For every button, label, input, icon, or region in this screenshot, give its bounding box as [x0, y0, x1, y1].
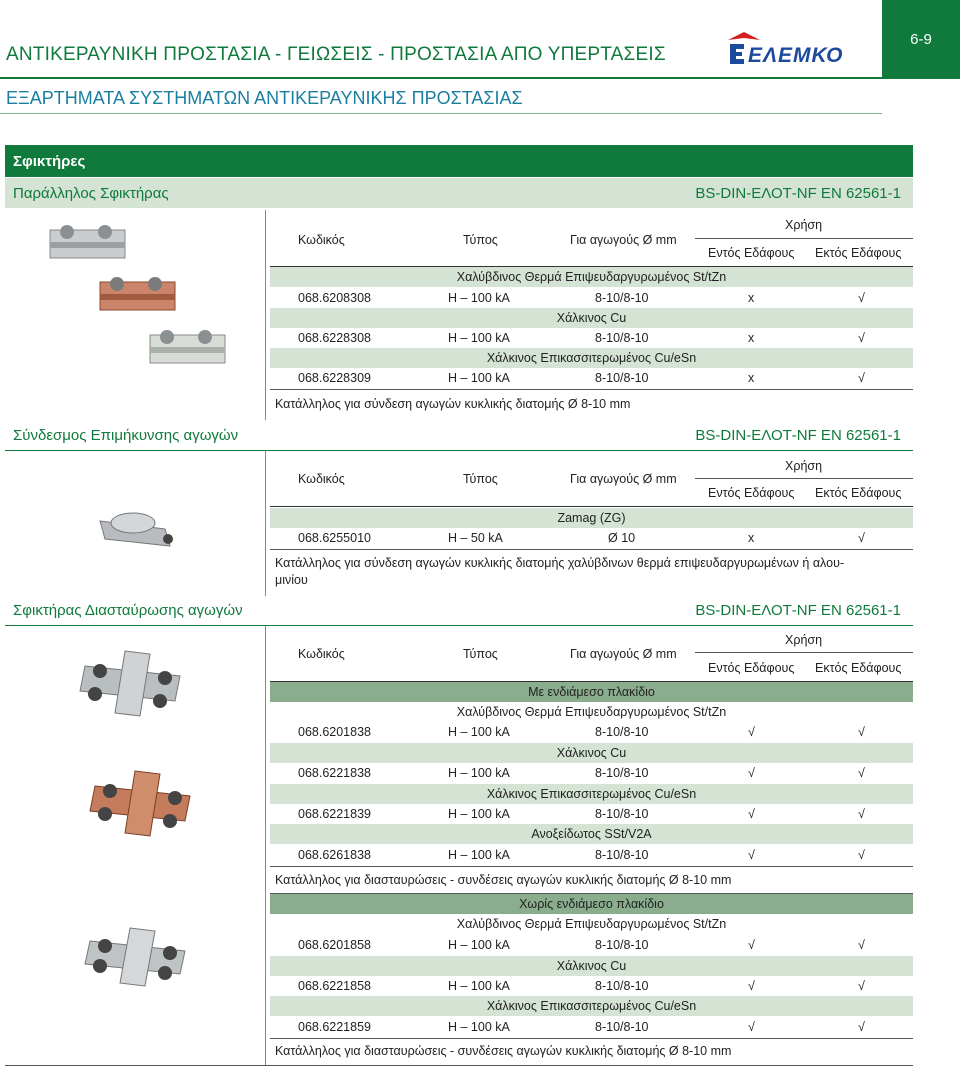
col-outdoor: Εκτός Εδάφους [815, 246, 902, 260]
table-row: 068.6201838 H – 100 kA 8-10/8-10 √ √ [298, 725, 865, 739]
section-header-cross-clamp [5, 602, 913, 619]
logo-text: ΕΛΕΜΚΟ [748, 44, 844, 67]
material-row: Χάλκινος Cu [270, 743, 913, 763]
section-standard: BS-DIN-ΕΛΟΤ-NF EN 62561-1 [695, 602, 901, 619]
material-row: Ανοξείδωτος SSt/V2A [270, 824, 913, 844]
section-header-extension [5, 427, 913, 444]
section-note-end: Κατάλληλος για διασταυρώσεις - συνδέσεις αγωγών κυκλικής διατομής Ø 8-10 mm [275, 1044, 732, 1058]
table-row: 068.6221838 H – 100 kA 8-10/8-10 √ √ [298, 766, 865, 780]
col-usage: Χρήση [785, 218, 823, 232]
table-row: 068.6255010 H – 50 kA Ø 10 x √ [298, 531, 865, 545]
material-row: Χαλύβδινος Θερμά Επιψευδαργυρωμένος St/tZn [270, 267, 913, 287]
col-conductors: Για αγωγούς Ø mm [570, 233, 677, 247]
subtitle-divider [0, 113, 882, 114]
copper-parallel-clamp-image [100, 277, 175, 310]
col-indoor: Εντός Εδάφους [708, 246, 795, 260]
section-note: Κατάλληλος για διασταυρώσεις - συνδέσεις αγωγών κυκλικής διατομής Ø 8-10 mm [275, 873, 732, 887]
material-row: Zamag (ZG) [270, 508, 913, 528]
copper-cross-clamp-image [90, 771, 190, 836]
category-bar [5, 145, 913, 177]
section-title: Παράλληλος Σφικτήρας [13, 184, 169, 202]
material-row: Χάλκινος Επικασσιτερωμένος Cu/eSn [270, 348, 913, 368]
tinned-cross-clamp-image [85, 928, 185, 986]
page-subtitle: ΕΞΑΡΤΗΜΑΤΑ ΣΥΣΤΗΜΑΤΩΝ ΑΝΤΙΚΕΡΑΥΝΙΚΗΣ ΠΡΟΣΤΑΣΙΑΣ [6, 88, 523, 108]
table-row: 068.6201858 H – 100 kA 8-10/8-10 √ √ [298, 938, 865, 952]
table-row: 068.6208308 H – 100 kA 8-10/8-10 x √ [298, 291, 865, 305]
section-note-cont: μινίου [275, 573, 308, 587]
steel-parallel-clamp-image [50, 225, 125, 258]
zamag-connector-image [5, 451, 265, 596]
table-row: 068.6221858 H – 100 kA 8-10/8-10 √ √ [298, 979, 865, 993]
extension-connector-images [5, 451, 266, 596]
parallel-clamp-images [5, 210, 266, 420]
col-code: Κωδικός [298, 233, 345, 247]
section-note: Κατάλληλος για σύνδεση αγωγών κυκλικής διατομής χαλύβδινων θερμά επιψευδαργυρωμένων ή αλου- [275, 556, 845, 570]
cross-clamp-images [5, 626, 266, 1066]
section-standard: BS-DIN-ΕΛΟΤ-NF EN 62561-1 [695, 184, 901, 202]
steel-cross-clamp-image [80, 651, 180, 716]
col-type: Τύπος [463, 233, 498, 247]
material-row: Χάλκινος Επικασσιτερωμένος Cu/eSn [270, 996, 913, 1016]
subgroup-row: Χωρίς ενδιάμεσο πλακίδιο [270, 894, 913, 914]
section-header-parallel-clamp [5, 178, 913, 208]
section-note: Κατάλληλος για σύνδεση αγωγών κυκλικής διατομής Ø 8-10 mm [275, 397, 631, 411]
parallel-clamp-table [270, 210, 913, 420]
material-row: Χαλύβδινος Θερμά Επιψευδαργυρωμένος St/tZn [456, 705, 727, 719]
section-title: Σφικτήρας Διασταύρωσης αγωγών [13, 602, 243, 619]
section-standard: BS-DIN-ΕΛΟΤ-NF EN 62561-1 [695, 427, 901, 444]
subgroup-row: Με ενδιάμεσο πλακίδιο [270, 682, 913, 702]
header-divider [0, 77, 882, 79]
table-row: 068.6228308 H – 100 kA 8-10/8-10 x √ [298, 331, 865, 345]
page-title: ΑΝΤΙΚΕΡΑΥΝΙΚΗ ΠΡΟΣΤΑΣΙΑ - ΓΕΙΩΣΕΙΣ - ΠΡΟΣΤΑΣΙΑ ΑΠΟ ΥΠΕΡΤΑΣΕΙΣ [6, 44, 666, 65]
tinned-parallel-clamp-image [150, 330, 225, 363]
cross-clamp-table: Κωδικός Τύπος Για αγωγούς Ø mm Χρήση Εντός Εδάφους Εκτός Εδάφους Με ενδιάμεσο πλακίδιο Χαλύβδινος Θερμά Επιψευδαργυρωμένος St/tZn 068.6201838 H – 100 kA 8-10/8-10 √ √ Χάλκινος Cu 068.6221838 H – 100 kA 8-10/8-10 √ √ Χάλκινος Επικασσιτερωμένος Cu/eSn 068.6221839 H – 100 kA 8-10/8-10 √ √ Ανοξείδωτος SSt/V2A 068.6261838 H – 100 kA 8-10/8-10 √ √ Κατάλληλος για διασταυρώσεις - συνδέσεις αγωγών κυκλικής διατομής Ø 8-10 mm Χωρίς ενδιάμεσο πλακίδιο Χαλύβδινος Θερμά Επιψευδαργυρωμένος St/tZn 068.6201858 H – 100 kA 8-10/8-10 √ √ Χάλκινος Cu 068.6221858 H – 100 kA 8-10/8-10 √ √ Χάλκινος Επικασσιτερωμένος Cu/eSn 068.6221859 H – 100 kA 8-10/8-10 √ √ Κατάλληλος για διασταυρώσεις - συνδέσεις αγωγών κυκλικής διατομής Ø 8-10 mm [270, 626, 913, 1066]
table-row: 068.6221839 H – 100 kA 8-10/8-10 √ √ [298, 807, 865, 821]
material-row: Χαλύβδινος Θερμά Επιψευδαργυρωμένος St/tZn [456, 917, 727, 931]
category-title: Σφικτήρες [13, 152, 86, 170]
page-number: 6-9 [882, 0, 960, 79]
table-row: 068.6221859 H – 100 kA 8-10/8-10 √ √ [298, 1020, 865, 1034]
material-row: Χάλκινος Cu [270, 308, 913, 328]
material-row: Χάλκινος Cu [270, 956, 913, 976]
table-row: 068.6261838 H – 100 kA 8-10/8-10 √ √ [298, 848, 865, 862]
section-title: Σύνδεσμος Επιμήκυνσης αγωγών [13, 427, 239, 444]
extension-table: Κωδικός Τύπος Για αγωγούς Ø mm Χρήση Εντός Εδάφους Εκτός Εδάφους Zamag (ZG) 068.6255010 H – 50 kA Ø 10 x √ Κατάλληλος για σύνδεση αγωγών κυκλικής διατομής χαλύβδινων θερμά επιψευδαργυρωμένων ή αλου- μινίου [270, 451, 913, 596]
usage-divider [695, 238, 913, 239]
material-row: Χάλκινος Επικασσιτερωμένος Cu/eSn [270, 784, 913, 804]
table-row: 068.6228309 H – 100 kA 8-10/8-10 x √ [298, 371, 865, 385]
